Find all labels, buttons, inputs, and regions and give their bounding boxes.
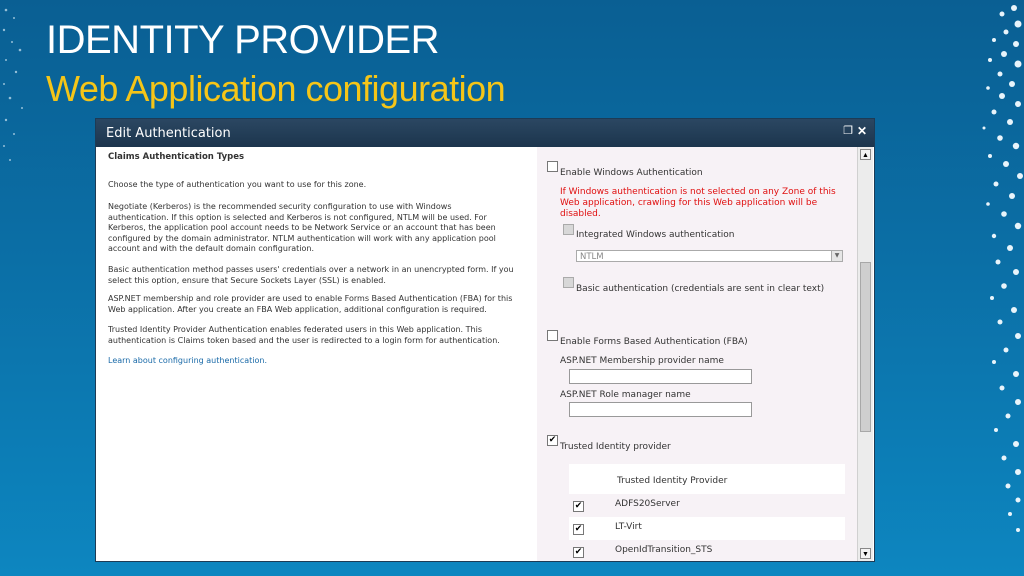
provider-checkbox[interactable]: ✔: [574, 501, 583, 511]
dot-pattern-right: [944, 0, 1024, 576]
membership-provider-input[interactable]: [569, 369, 752, 384]
role-manager-input[interactable]: [569, 402, 752, 417]
description-paragraph: Choose the type of authentication you want to use for this zone.: [108, 180, 367, 189]
section-heading: Claims Authentication Types: [108, 152, 245, 162]
membership-provider-label: ASP.NET Membership provider name: [560, 356, 724, 366]
vertical-scrollbar[interactable]: [857, 147, 873, 561]
enable-windows-auth-label: Enable Windows Authentication: [560, 168, 703, 178]
trusted-identity-provider-label: Trusted Identity provider: [560, 442, 671, 452]
scroll-up-icon[interactable]: ▲: [860, 149, 871, 160]
scrollbar-thumb[interactable]: [860, 262, 871, 432]
provider-name: OpenIdTransition_STS: [615, 545, 713, 555]
slide-subtitle: Web Application configuration: [46, 68, 506, 109]
provider-name: LT-Virt: [615, 522, 642, 532]
description-pane: [96, 147, 537, 561]
enable-fba-label: Enable Forms Based Authentication (FBA): [560, 337, 748, 347]
basic-auth-checkbox[interactable]: [563, 277, 574, 288]
slide-title: IDENTITY PROVIDER: [46, 18, 440, 62]
chevron-down-icon[interactable]: ▼: [831, 251, 842, 261]
learn-more-link[interactable]: Learn about configuring authentication.: [108, 356, 267, 365]
auth-protocol-value: NTLM: [580, 252, 604, 262]
trusted-provider-table: [569, 464, 845, 561]
table-header-label: Trusted Identity Provider: [617, 476, 728, 486]
description-paragraph: Negotiate (Kerberos) is the recommended security configuration to use with Windows authentication. If this option is selected and Kerberos is not configured, NTLM will be used. For Kerberos, the application pool account needs to be Network Service or an account that has been configured by the domain administrator. NTLM authentication will work with any application pool account and with the default domain configuration.: [108, 202, 496, 253]
description-paragraph: ASP.NET membership and role provider are used to enable Forms Based Authentication (FBA) for this Web application. After you create an FBA Web application, additional configuration is required.: [108, 294, 513, 314]
dialog-title: Edit Authentication: [106, 126, 231, 141]
enable-windows-auth-checkbox[interactable]: [547, 161, 558, 172]
dot-pattern-left: [0, 0, 40, 576]
role-manager-label: ASP.NET Role manager name: [560, 390, 691, 400]
settings-pane: [537, 147, 857, 561]
table-row: [569, 494, 845, 517]
table-row: [569, 517, 845, 540]
edit-authentication-dialog: [96, 119, 874, 561]
basic-auth-label: Basic authentication (credentials are sent in clear text): [576, 284, 825, 294]
description-paragraph: Trusted Identity Provider Authentication enables federated users in this Web application. This authentication is Claims token based and the user is redirected to a login form for authentication.: [108, 325, 500, 345]
close-icon[interactable]: ✕: [856, 124, 868, 138]
integrated-windows-auth-label: Integrated Windows authentication: [576, 230, 735, 240]
provider-name: ADFS20Server: [615, 499, 680, 509]
provider-checkbox[interactable]: ✔: [574, 547, 583, 557]
auth-protocol-select[interactable]: [576, 250, 843, 262]
table-row: [569, 540, 845, 561]
description-paragraph: Basic authentication method passes users' credentials over a network in an unencrypted form. If you select this option, ensure that Secure Sockets Layer (SSL) is enabled.: [108, 265, 514, 285]
provider-checkbox[interactable]: ✔: [574, 524, 583, 534]
table-header: [569, 464, 845, 494]
restore-icon[interactable]: ❐: [843, 125, 853, 137]
windows-auth-warning: If Windows authentication is not selected on any Zone of this Web application, crawling for this Web application will be disabled.: [560, 187, 836, 219]
integrated-windows-auth-checkbox[interactable]: [563, 224, 574, 235]
enable-fba-checkbox[interactable]: [547, 330, 558, 341]
dialog-titlebar[interactable]: [96, 119, 874, 147]
trusted-identity-provider-checkbox[interactable]: ✔: [548, 435, 557, 445]
scroll-down-icon[interactable]: ▼: [860, 548, 871, 559]
